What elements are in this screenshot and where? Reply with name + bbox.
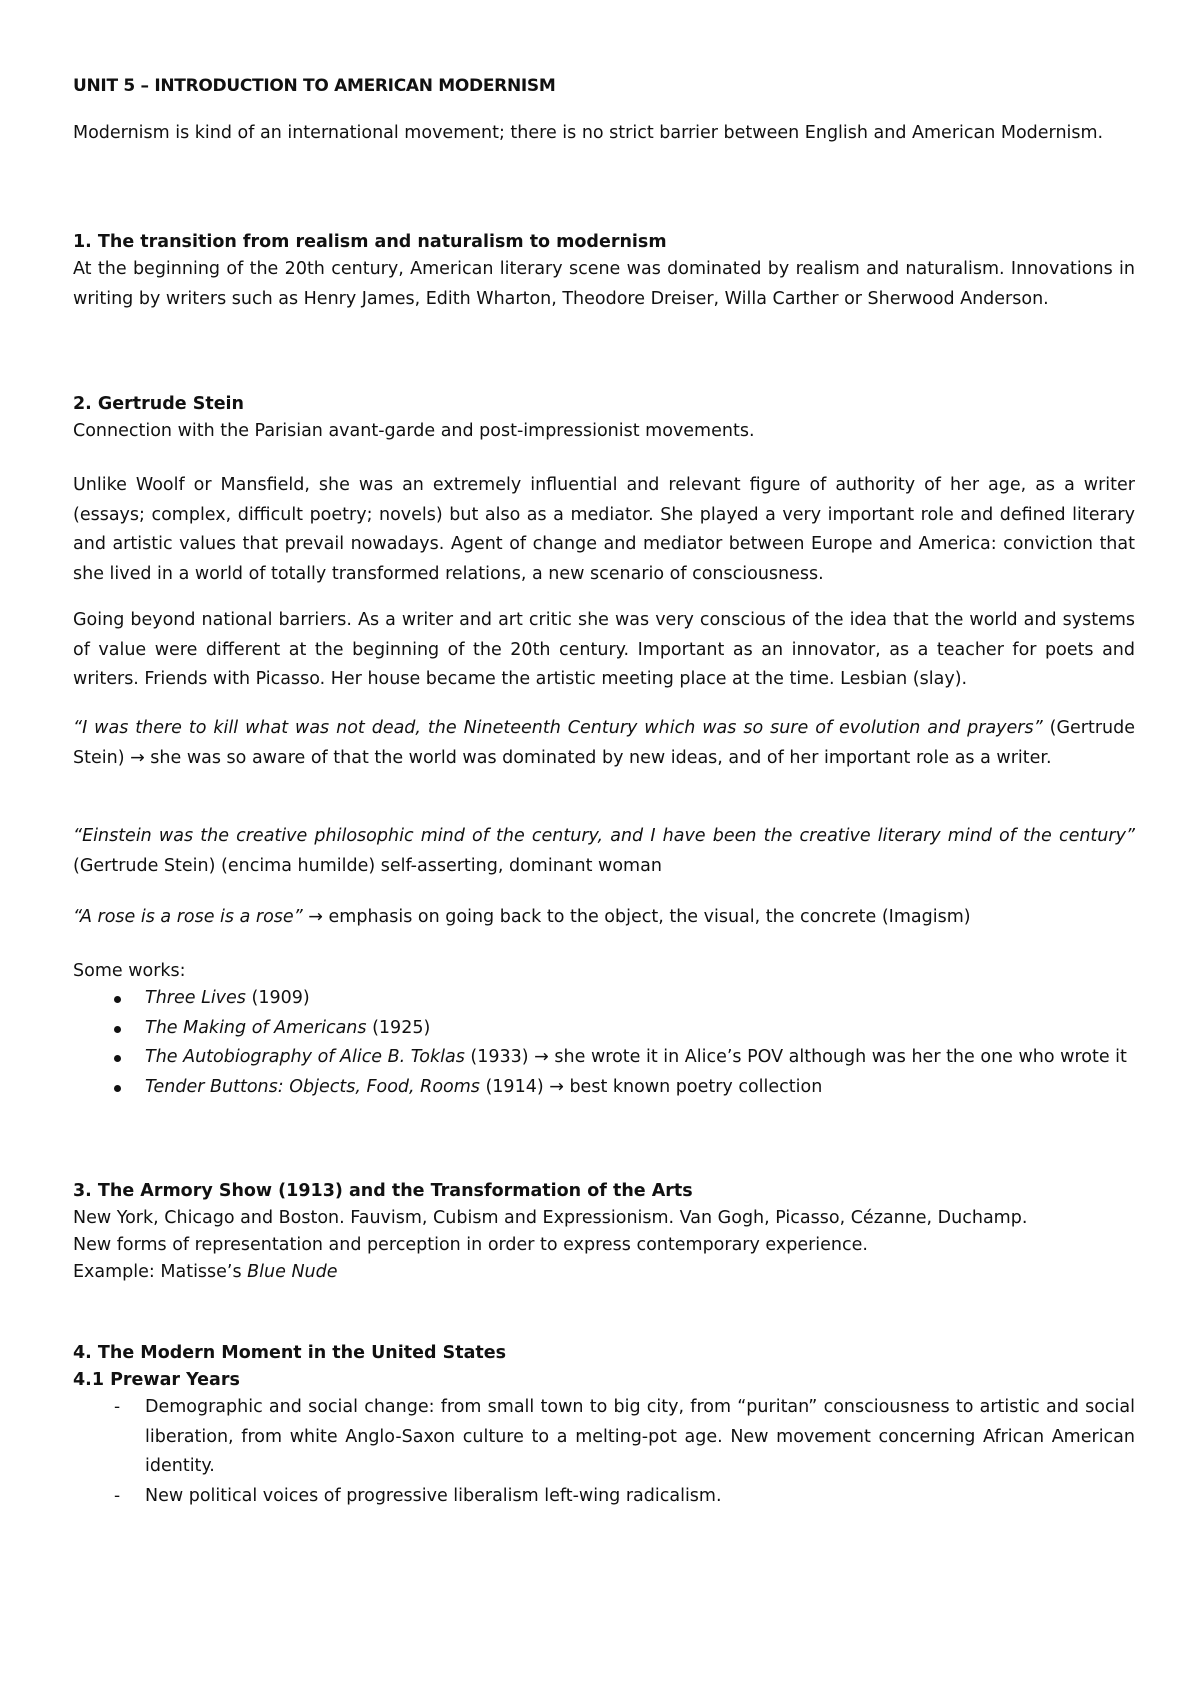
dash-icon: - [114, 1485, 121, 1506]
armory-show-example [73, 1258, 1135, 1288]
work-note: (1933) → she wrote it in Alice’s POV although was her the one who wrote it [464, 1047, 1127, 1067]
bullet-icon [114, 984, 121, 1014]
quote-text: “I was there to kill what was not dead, the Nineteenth Century which was so sure of evolution and prayers” [73, 718, 1043, 738]
works-list [73, 984, 1135, 1102]
example-label: Example: Matisse’s [73, 1262, 248, 1282]
list-item [73, 1043, 1135, 1073]
stein-quote-2 [73, 822, 1135, 881]
bullet-icon [114, 1014, 121, 1044]
list-item [73, 1014, 1135, 1044]
section-1-heading: 1. The transition from realism and naturalism to modernism [73, 232, 667, 252]
list-item [73, 1073, 1135, 1103]
work-title: Three Lives [145, 988, 246, 1008]
section-4-1-subheading: 4.1 Prewar Years [73, 1370, 240, 1390]
example-title: Blue Nude [247, 1262, 338, 1282]
bullet-icon [114, 1073, 121, 1103]
prewar-list [73, 1393, 1135, 1511]
work-title: The Making of Americans [145, 1017, 367, 1038]
work-title: Tender Buttons: Objects, Food, Rooms [145, 1076, 480, 1097]
list-item [73, 984, 1135, 1014]
quote-comment: → emphasis on going back to the object, the visual, the concrete (Imagism) [302, 907, 971, 927]
stein-connection-paragraph: Connection with the Parisian avant-garde and post-impressionist movements. [73, 421, 755, 441]
work-note: (1925) [366, 1017, 431, 1038]
dash-icon: - [114, 1397, 121, 1417]
list-item [73, 1482, 1135, 1512]
section-1-body: At the beginning of the 20th century, American literary scene was dominated by realism and naturalism. Innovations in writing by writers such as Henry James, Edith Wharton, Theodore Dreiser, Willa Carther or Sherwood Anderson. [73, 259, 1135, 309]
works-label: Some works: [73, 961, 186, 981]
work-title: The Autobiography of Alice B. Toklas [145, 1047, 465, 1067]
list-item-text: New political voices of progressive liberalism left-wing radicalism. [145, 1485, 722, 1506]
section-2-heading: 2. Gertrude Stein [73, 394, 245, 414]
stein-quote-3 [73, 903, 1135, 933]
section-4-heading: 4. The Modern Moment in the United States [73, 1343, 507, 1363]
stein-influence-paragraph: Unlike Woolf or Mansfield, she was an extremely influential and relevant figure of authority of her age, as a writer (essays; complex, difficult poetry; novels) but also as a mediator. She played a very important role and defined literary and artistic values that prevail nowadays. Agent of change and mediator between Europe and America: conviction that she lived in a world of totally transformed relations, a new scenario of consciousness. [73, 475, 1135, 584]
quote-text: “A rose is a rose is a rose” [73, 907, 303, 927]
section-3-heading: 3. The Armory Show (1913) and the Transformation of the Arts [73, 1181, 693, 1201]
list-item [73, 1393, 1135, 1482]
stein-quote-1 [73, 714, 1135, 773]
quote-comment: (Gertrude Stein) → she was so aware of that the world was dominated by new ideas, and of her important role as a writer. [73, 718, 1136, 768]
bullet-icon [114, 1043, 121, 1073]
list-item-text: Demographic and social change: from small town to big city, from “puritan” consciousness to artistic and social liberation, from white Anglo-Saxon culture to a melting-pot age. New movement concerning African American identity. [145, 1397, 1135, 1476]
armory-show-line-2: New forms of representation and perception in order to express contemporary experience. [73, 1235, 868, 1255]
quote-text: “Einstein was the creative philosophic mind of the century, and I have been the creative literary mind of the century” [73, 826, 1135, 846]
intro-paragraph: Modernism is kind of an international movement; there is no strict barrier between English and American Modernism. [73, 123, 1104, 143]
stein-beyond-barriers-paragraph: Going beyond national barriers. As a writer and art critic she was very conscious of the idea that the world and systems of value were different at the beginning of the 20th century. Important as an innovator, as a teacher for poets and writers. Friends with Picasso. Her house became the artistic meeting place at the time. Lesbian (slay). [73, 610, 1135, 689]
armory-show-line-1: New York, Chicago and Boston. Fauvism, Cubism and Expressionism. Van Gogh, Picasso, Cézanne, Duchamp. [73, 1208, 1028, 1228]
work-note: (1914) → best known poetry collection [479, 1076, 823, 1097]
unit-title: UNIT 5 – INTRODUCTION TO AMERICAN MODERNISM [73, 76, 556, 96]
work-note: (1909) [245, 988, 310, 1008]
quote-comment: (Gertrude Stein) (encima humilde) self-asserting, dominant woman [73, 855, 662, 876]
